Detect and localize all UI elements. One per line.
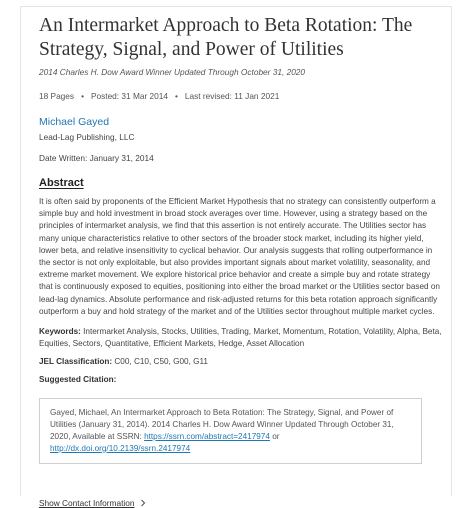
posted-date: Posted: 31 Mar 2014 <box>90 91 168 101</box>
page-count: 18 Pages <box>39 91 75 101</box>
paper-meta <box>39 91 444 101</box>
abstract-heading: Abstract <box>39 177 84 189</box>
author-affiliation: Lead-Lag Publishing, LLC <box>39 132 135 142</box>
author-link[interactable]: Michael Gayed <box>39 116 110 128</box>
meta-separator: • <box>81 91 84 101</box>
citation-box <box>39 398 422 463</box>
doi-link[interactable]: http://dx.doi.org/10.2139/ssrn.2417974 <box>50 443 191 453</box>
citation-or: or <box>269 432 280 442</box>
citation-text: Gayed, Michael, An Intermarket Approach to Beta Rotation: The Strategy, Signal, and Power of Utilities (January 31, 2014). 2014 Charles H. Dow Award Winner Updated Through October 31, 2020, Available at SSRN: <box>50 408 394 442</box>
ssrn-link[interactable]: https://ssrn.com/abstract=2417974 <box>144 432 270 442</box>
meta-separator: • <box>175 91 178 101</box>
keywords <box>39 326 444 350</box>
jel-classification <box>39 357 444 366</box>
abstract-text: It is often said by proponents of the Efficient Market Hypothesis that no strategy can consistently outperform a simple buy and hold investment in broad stock averages over time. However, using a strategy based on the principles of intermarket analysis, we find that this assertion is not entirely accurate. The Utilities sector has many unique characteristics relative to other sectors of the broader stock market, including its higher yield, lower beta, and relative insensitivity to cyclical behavior. Our analysis suggests that rolling outperformance in the sector is not only exploitable, but also provides important signals about market volatility, seasonality, and extreme market movement. We explore historical price behavior and create a simple buy and rotate strategy that is continuously exposed to equities, positioning into either the broad market or the Utilities sector based on lead-lag dynamics. Absolute performance and risk-adjusted returns for this beta rotation approach significantly outperform a buy and hold strategy of the market and of the Utilities sector throughout multiple market cycles. <box>39 197 440 316</box>
paper-subtitle: 2014 Charles H. Dow Award Winner Updated Through October 31, 2020 <box>39 67 306 77</box>
show-contact-label[interactable]: Show Contact Information <box>39 497 135 508</box>
paper-title: An Intermarket Approach to Beta Rotation: The Strategy, Signal, and Power of Utilities <box>39 15 413 60</box>
revised-date: Last revised: 11 Jan 2021 <box>184 91 280 101</box>
citation-heading: Suggested Citation: <box>39 375 117 385</box>
jel-text: C00, C10, C50, G00, G11 <box>114 357 208 367</box>
keywords-label: Keywords: <box>39 327 81 337</box>
jel-label: JEL Classification: <box>39 357 113 367</box>
paper-content <box>39 14 444 508</box>
show-contact-button[interactable] <box>39 498 444 508</box>
keywords-text: Intermarket Analysis, Stocks, Utilities, Trading, Market, Momentum, Rotation, Volatility, Alpha, Beta, Equities, Sectors, Quantitative, Efficient Markets, Hedge, Asset Allocation <box>39 327 442 349</box>
date-written: Date Written: January 31, 2014 <box>39 153 154 163</box>
